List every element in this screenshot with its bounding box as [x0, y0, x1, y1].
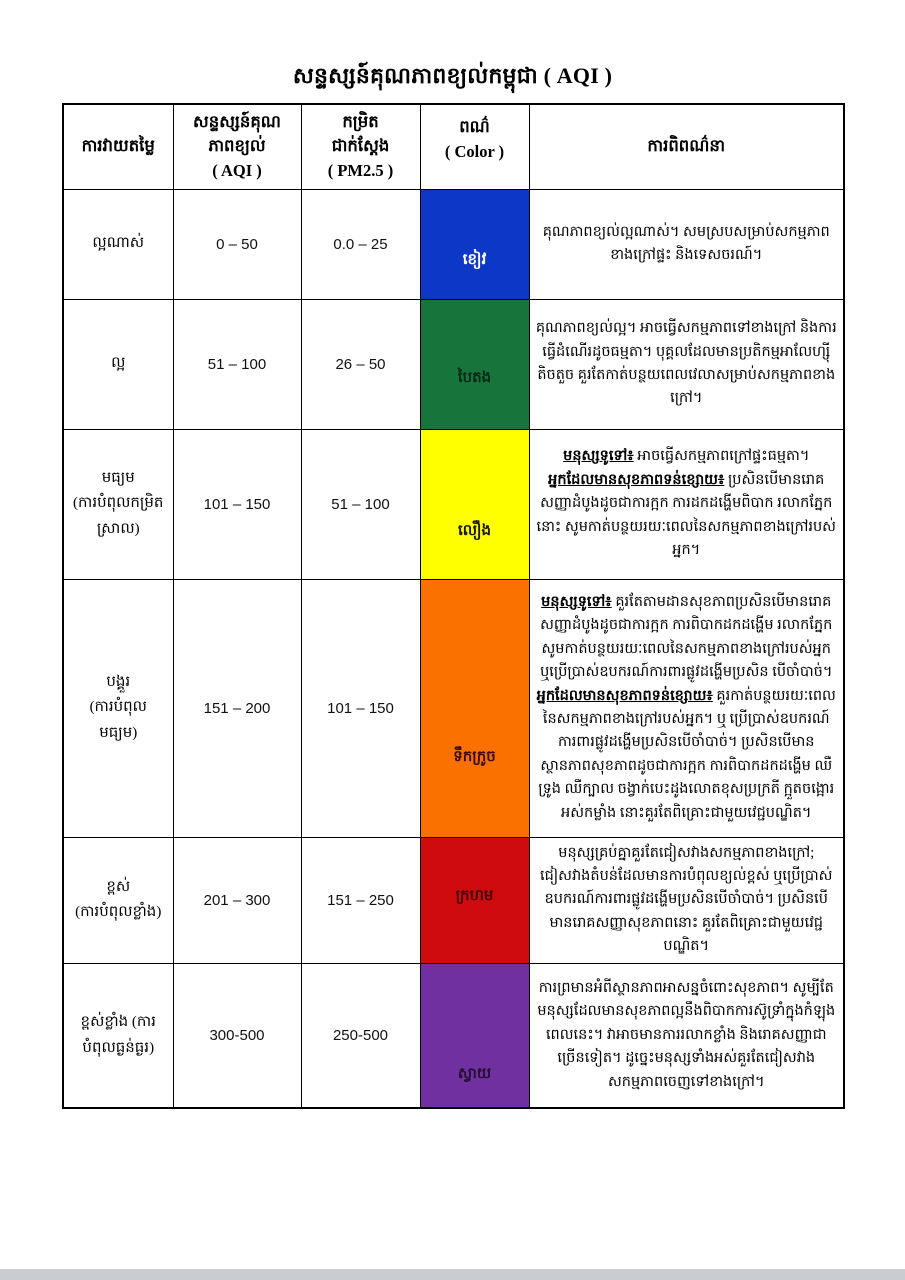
header-row: [63, 104, 844, 189]
description-text: គុណភាពខ្យល់ល្អ។ អាចធ្វើសកម្មភាពទៅខាងក្រៅ និងការធ្វើដំណើរដូចធម្មតា។ បុគ្គលដែលមានប្រតិកម្មអាលែហ្ស៊ីតិចតួច គួរតែកាត់បន្ថយពេលវេលាសម្រាប់សកម្មភាពខាងក្រៅ។: [535, 320, 837, 407]
color-swatch-green: [420, 299, 529, 429]
color-swatch-purple: [420, 963, 529, 1108]
evaluation-label: ខ្ពស់: [106, 878, 131, 895]
evaluation-sublabel: (ការបំពុលខ្លាំង): [75, 904, 162, 921]
description-text: មនុស្សគ្រប់គ្នាគួរតែជៀសវាងសកម្មភាពខាងក្រៅ; ជៀសវាងតំបន់ដែលមានការបំពុលខ្យល់ខ្ពស់ ឬប្រើប្រាស់ឧបករណ៍ការពារផ្លូវដង្ហើមប្រសិនបើចាំបាច់។ ប្រសិនបើមានរោគសញ្ញាសុខភាពនោះ គួរតែពិគ្រោះជាមួយវេជ្ជបណ្ឌិត។: [540, 844, 833, 955]
color-swatch-yellow: [420, 429, 529, 579]
description-lead: អ្នកដែលមានសុខភាពទន់ខ្សោយ៖: [536, 687, 713, 704]
header-description: [529, 104, 844, 189]
aqi-range-cell: 101 – 150: [173, 429, 301, 579]
description-text: ការព្រមានអំពីស្ថានភាពអាសន្នចំពោះសុខភាព។ សូម្បីតែមនុស្សដែលមានសុខភាពល្អនឹងពិបាកការស៊ូទ្រាំក្នុងកំឡុងពេលនេះ។ វាអាចមានការរលាកខ្លាំង និងរោគសញ្ញាជាច្រើនទៀត។ ដូច្នេះមនុស្សទាំងអស់គួរតែជៀសវាងសកម្មភាពចេញទៅខាងក្រៅ។: [537, 979, 836, 1090]
table-row-very-good: [63, 189, 844, 299]
header-evaluation-label: ការវាយតម្លៃ: [81, 136, 155, 156]
evaluation-label: ខ្ពស់ខ្លាំង: [80, 1014, 129, 1031]
header-description-label: ការពិពណ៌នា: [647, 136, 726, 156]
color-name-label: ទឹកក្រូច: [453, 749, 496, 765]
evaluation-cell: [63, 299, 173, 429]
header-aqi-line2: ភាពខ្យល់: [208, 136, 266, 156]
aqi-range-cell: 0 – 50: [173, 189, 301, 299]
header-color-line2: ( Color ): [444, 141, 505, 161]
header-pm25-line2: ជាក់ស្តែង: [331, 136, 390, 156]
description-lead: អ្នកដែលមានសុខភាពទន់ខ្សោយ៖: [548, 471, 725, 488]
table-row-poor: [63, 579, 844, 837]
aqi-table: [62, 103, 845, 1109]
aqi-range-cell: 201 – 300: [173, 837, 301, 963]
evaluation-sublabel: (ការបំពុលកម្រិត ស្រាល): [73, 495, 164, 537]
evaluation-cell: [63, 429, 173, 579]
page-bottom-edge: [0, 1269, 905, 1280]
aqi-range-cell: 51 – 100: [173, 299, 301, 429]
header-color-line1: ពណ៌: [459, 117, 490, 136]
evaluation-sublabel: (ការបំពុល មធ្យម): [89, 699, 147, 741]
evaluation-cell: [63, 837, 173, 963]
description-cell: [529, 579, 844, 837]
header-aqi-line3: ( AQI ): [212, 161, 262, 181]
header-evaluation: [63, 104, 173, 189]
evaluation-cell: [63, 963, 173, 1108]
description-text: គួរតែតាមដានសុខភាពប្រសិនបើមានរោគសញ្ញាដំបូងដូចជាការក្អក ការពិបាកដកដង្ហើម រលាកភ្នែក សូមកាត់បន្ថយរយៈពេលនៃសកម្មភាពខាងក្រៅរបស់អ្នក ឬប្រើប្រាស់ឧបករណ៍ការពារផ្លូវដង្ហើមប្រសិន បើចាំបាច់។: [540, 593, 833, 681]
evaluation-sublabel: (ការបំពុលធ្ងន់ធ្ងរ): [82, 1014, 156, 1056]
table-row-good: [63, 299, 844, 429]
evaluation-cell: [63, 189, 173, 299]
color-name-label: ស្វាយ: [457, 1065, 492, 1082]
pm25-range-cell: 0.0 – 25: [301, 189, 420, 299]
description-cell: [529, 837, 844, 963]
aqi-range-cell: 300-500: [173, 963, 301, 1108]
color-name-label: លឿង: [457, 523, 492, 539]
color-name-label: បៃតង: [457, 370, 492, 386]
evaluation-label: ល្អណាស់: [92, 235, 145, 252]
color-name-label: ខៀវ: [462, 252, 487, 268]
pm25-range-cell: 250-500: [301, 963, 420, 1108]
evaluation-label: បង្គួរ: [106, 673, 131, 690]
description-text: ប្រសិនបើមានរោគសញ្ញាដំបូងដូចជាការក្អក ការដកដង្ហើមពិបាក រលាកភ្នែកនោះ សូមកាត់បន្ថយរយៈពេលនៃសកម្មភាពខាងក្រៅរបស់អ្នក។: [536, 471, 836, 559]
header-aqi: [173, 104, 301, 189]
header-pm25-line1: កម្រិត: [342, 111, 379, 131]
table-row-very-high: [63, 963, 844, 1108]
header-pm25: [301, 104, 420, 189]
description-cell: [529, 429, 844, 579]
color-swatch-blue: [420, 189, 529, 299]
description-text: គួរកាត់បន្ថយរយៈពេលនៃសកម្មភាពខាងក្រៅរបស់អ្នក។ ឬ ប្រើប្រាស់ឧបករណ៍ការពារផ្លូវដង្ហើមប្រសិនបើចាំបាច់។ ប្រសិនបើមានស្ថានភាពសុខភាពដូចជាការក្អក ការពិបាកដកដង្ហើម ឈឺទ្រូង ឈឺក្បាល ចង្វាក់បេះដូងលោតខុសប្រក្រតី ក្អួតចង្អោរ អស់កម្លាំង នោះគួរតែពិគ្រោះជាមួយវេជ្ជបណ្ឌិត។: [538, 687, 836, 821]
page-title: សន្ទស្សន៍គុណភាពខ្យល់កម្ពុជា ( AQI ): [292, 63, 613, 88]
description-text: គុណភាពខ្យល់ល្អណាស់។ សមស្របសម្រាប់សកម្មភាពខាងក្រៅផ្ទះ និងទេសចរណ៍។: [542, 223, 830, 263]
aqi-range-cell: 151 – 200: [173, 579, 301, 837]
description-cell: [529, 299, 844, 429]
description-lead: មនុស្សទូទៅ៖: [541, 593, 612, 610]
description-cell: [529, 189, 844, 299]
description-lead: មនុស្សទូទៅ៖: [563, 448, 634, 465]
color-swatch-red: [420, 837, 529, 963]
header-aqi-line1: សន្ទស្សន៍គុណ: [193, 111, 281, 131]
evaluation-label: ល្អ: [111, 355, 126, 372]
color-name-label: ក្រហម: [455, 888, 494, 905]
pm25-range-cell: 101 – 150: [301, 579, 420, 837]
color-swatch-orange: [420, 579, 529, 837]
table-row-medium: [63, 429, 844, 579]
pm25-range-cell: 26 – 50: [301, 299, 420, 429]
header-color: [420, 104, 529, 189]
description-text: អាចធ្វើសកម្មភាពក្រៅផ្ទះធម្មតា។: [633, 448, 810, 465]
evaluation-cell: [63, 579, 173, 837]
header-pm25-line3: ( PM2.5 ): [327, 161, 394, 181]
evaluation-label: មធ្យម: [101, 469, 135, 486]
pm25-range-cell: 151 – 250: [301, 837, 420, 963]
pm25-range-cell: 51 – 100: [301, 429, 420, 579]
description-cell: [529, 963, 844, 1108]
table-row-high: [63, 837, 844, 963]
